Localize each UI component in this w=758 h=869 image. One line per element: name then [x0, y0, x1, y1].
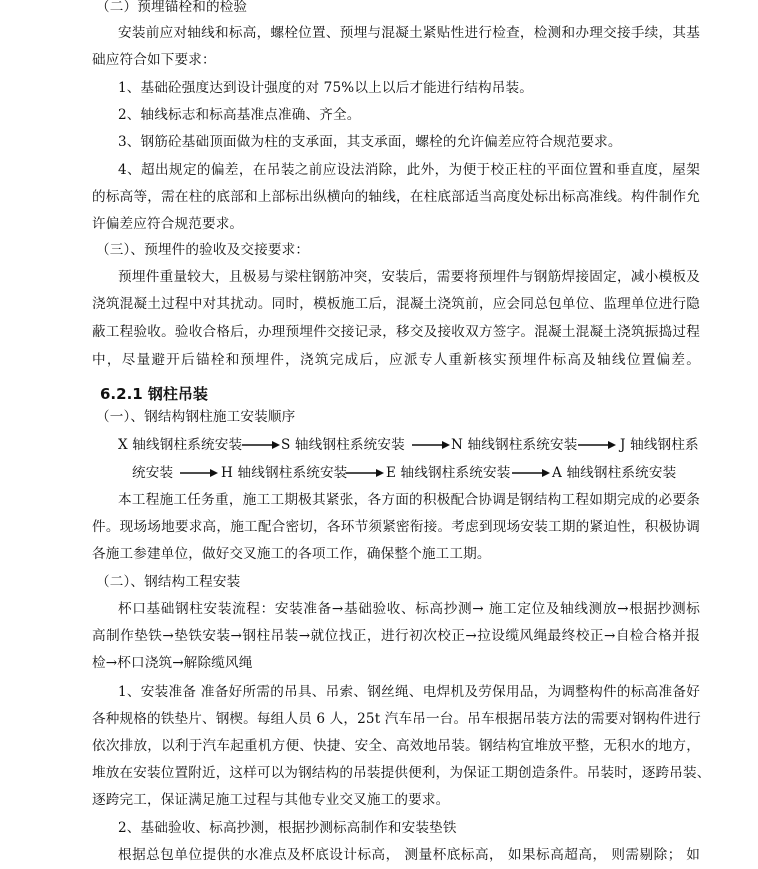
para-prep-line-3-text: 依次排放，以利于汽车起重机方便、快捷、安全、高效地吊装。钢结构宜堆放平整，无积水的地方，: [92, 738, 700, 754]
para-task-line-2: [92, 513, 700, 541]
section-b-title: （二）预埋锚栓和的检验: [96, 0, 248, 15]
sequence-step-n: N 轴线钢柱系统安装: [451, 437, 578, 453]
para-prep-line-2-text: 各种规格的铁垫片、钢楔。每组人员 6 人，25t 汽车吊一台。吊车根据吊装方法的需要对钢构件进行: [92, 711, 701, 727]
para-prep-line-1-text: 1、安装准备 准备好所需的吊具、吊索、钢丝绳、电焊机及劳保用品，为调整构件的标高准备好: [118, 684, 700, 700]
list-item-3: 3、钢筋砼基础顶面做为柱的支承面，其支承面，螺栓的允许偏差应符合规范要求。: [118, 134, 622, 150]
section-c-title: （三）、预埋件的验收及交接要求：: [96, 242, 310, 258]
para-prep-line-4-text: 堆放在安装位置附近，这样可以为钢结构的吊装提供便利，为保证工期创造条件。吊装时，逐跨吊装、: [92, 765, 711, 781]
item4-line-1: [118, 156, 700, 184]
para-prep-line-5: 逐跨完工，保证满足施工过程与其他专业交叉施工的要求。: [92, 792, 450, 808]
arrow-right-icon: [578, 439, 616, 451]
para-prep-line-3: [92, 732, 700, 760]
sub2-title: （二）、钢结构工程安装: [96, 574, 241, 590]
para-task-line-3: 各施工参建单位，做好交叉施工的各项工作，确保整个施工工期。: [92, 546, 491, 562]
sequence-step-x: X 轴线钢柱系统安装: [118, 437, 243, 453]
para-flow-line-1-text: 杯口基础钢柱安装流程：安装准备→基础验收、标高抄测→ 施工定位及轴线测放→根据抄测标: [118, 601, 700, 617]
para-task-line-1: [118, 486, 700, 514]
para-flow-line-3: 检→杯口浇筑→解除缆风绳: [92, 655, 253, 671]
para-last-line-text: 根据总包单位提供的水准点及杯底设计标高， 测量杯底标高， 如果标高超高， 则需剔除； 如: [118, 847, 700, 863]
item4-line-2-text: 的标高等，需在柱的底部和上部标出纵横向的轴线，在柱底部适当高度处标出标高准线。构件制作允: [92, 189, 700, 205]
para-embed-line-2: [92, 290, 700, 318]
sub1-title: （一）、钢结构钢柱施工安装顺序: [96, 409, 296, 425]
arrow-right-icon: [242, 439, 280, 451]
sequence-step-e: E 轴线钢柱系统安装: [386, 465, 511, 481]
para-task-line-1-text: 本工程施工任务重，施工工期极其紧张，各方面的积极配合协调是钢结构工程如期完成的必要条: [118, 492, 700, 508]
list-item-2: 2、轴线标志和标高基准点准确、齐全。: [118, 107, 361, 123]
arrow-right-icon: [412, 439, 450, 451]
sequence-step-a: A 轴线钢柱系统安装: [552, 465, 677, 481]
para-intro-line-2: 础应符合如下要求：: [92, 52, 216, 68]
arrow-right-icon: [180, 467, 218, 479]
para-embed-line-4: [92, 346, 700, 374]
para-last-line: [118, 841, 700, 869]
para-flow-line-1: [118, 595, 700, 623]
sequence-step-j-cont: 统安装: [132, 465, 174, 481]
para-prep-line-1: [118, 678, 700, 706]
para-embed-line-1: [118, 263, 700, 291]
item4-line-2: [92, 183, 700, 211]
para-embed-line-3-text: 蔽工程验收。验收合格后，办理预埋件交接记录，移交及接收双方签字。混凝土混凝土浇筑振捣过程: [92, 324, 700, 340]
para-flow-line-2-text: 高制作垫铁→垫铁安装→钢柱吊装→就位找正，进行初次校正→拉设缆风绳最终校正→自检合格并报: [92, 628, 700, 644]
para-prep-line-4: [92, 759, 711, 787]
sequence-row-1: [0, 431, 758, 459]
item4-line-3: 许偏差应符合规范要求。: [92, 216, 244, 232]
para-embed-line-2-text: 浇筑混凝土过程中对其扰动。同时，模板施工后，混凝土浇筑前，应会同总包单位、监理单位进行隐: [92, 296, 700, 312]
sequence-step-j: J 轴线钢柱系: [620, 437, 699, 453]
heading-6-2-1: 6.2.1 钢柱吊装: [100, 385, 208, 403]
para-prep-line-2: [92, 705, 700, 733]
item2-base-title: 2、基础验收、标高抄测，根据抄测标高制作和安装垫铁: [118, 820, 457, 836]
arrow-right-icon: [346, 467, 384, 479]
arrow-right-icon: [512, 467, 550, 479]
para-task-line-2-text: 件。现场场地要求高，施工配合密切，各环节须紧密衔接。考虑到现场安装工期的紧迫性，积极协调: [92, 519, 700, 535]
list-item-1: 1、基础砼强度达到设计强度的对 75%以上以后才能进行结构吊装。: [118, 80, 534, 96]
item4-line-1-text: 4、超出规定的偏差，在吊装之前应设法消除，此外，为便于校正柱的平面位置和垂直度，屋架: [118, 162, 700, 178]
para-intro-line-1-text: 安装前应对轴线和标高，螺栓位置、预埋与混凝土紧贴性进行检查，检测和办理交接手续，其基: [118, 25, 700, 41]
para-embed-line-1-text: 预埋件重量较大，且极易与梁柱钢筋冲突，安装后，需要将预埋件与钢筋焊接固定，减小模板及: [118, 269, 700, 285]
para-embed-line-4-text: 中，尽量避开后锚栓和预埋件，浇筑完成后，应派专人重新核实预埋件标高及轴线位置偏差。: [92, 352, 700, 368]
sequence-step-h: H 轴线钢柱系统安装: [221, 465, 348, 481]
para-intro-line-1: [118, 19, 700, 47]
para-embed-line-3: [92, 318, 700, 346]
para-flow-line-2: [92, 622, 700, 650]
sequence-step-s: S 轴线钢柱系统安装: [281, 437, 405, 453]
sequence-row-2: [0, 459, 758, 487]
